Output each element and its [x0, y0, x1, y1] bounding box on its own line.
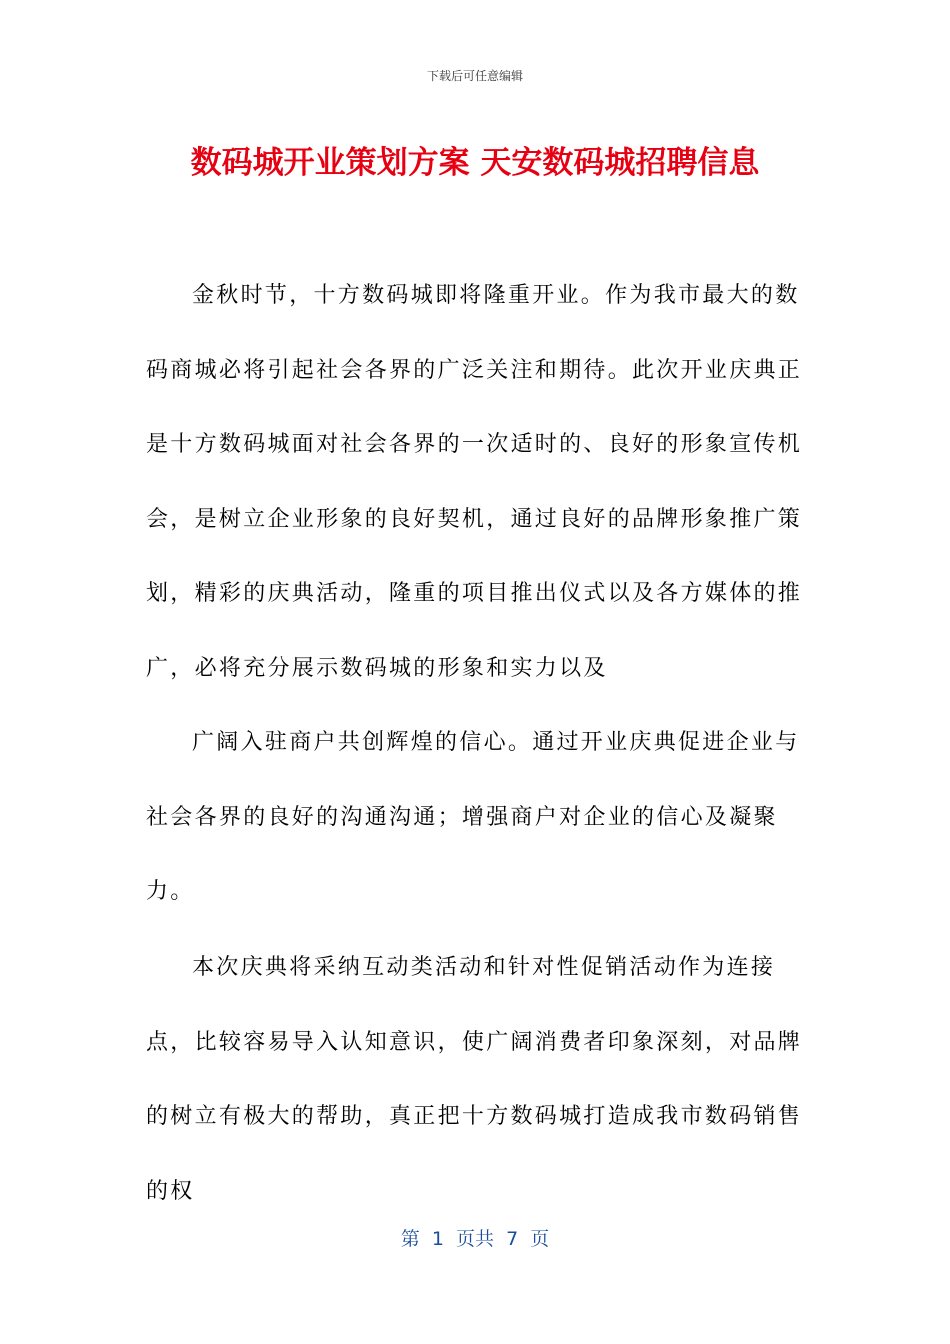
page-number-footer: 第 1 页共 7 页	[400, 1228, 550, 1250]
paragraph-3: 本次庆典将采纳互动类活动和针对性促销活动作为连接点，比较容易导入认知意识，使广阔消费者印象深刻，对品牌的树立有极大的帮助，真正把十方数码城打造成我市数码销售的权	[146, 955, 803, 1204]
paragraph-2: 广阔入驻商户共创辉煌的信心。通过开业庆典促进企业与社会各界的良好的沟通沟通；增强商户对企业的信心及凝聚力。	[146, 730, 800, 904]
paragraph-1: 金秋时节，十方数码城即将隆重开业。作为我市最大的数码商城必将引起社会各界的广泛关注和期待。此次开业庆典正是十方数码城面对社会各界的一次适时的、良好的形象宣传机会，是树立企业形象的良好契机，通过良好的品牌形象推广策划，精彩的庆典活动，隆重的项目推出仪式以及各方媒体的推广，必将充分展示数码城的形象和实力以及	[146, 283, 803, 681]
document-title: 数码城开业策划方案 天安数码城招聘信息	[190, 145, 760, 181]
header-note: 下载后可任意编辑	[426, 69, 523, 83]
